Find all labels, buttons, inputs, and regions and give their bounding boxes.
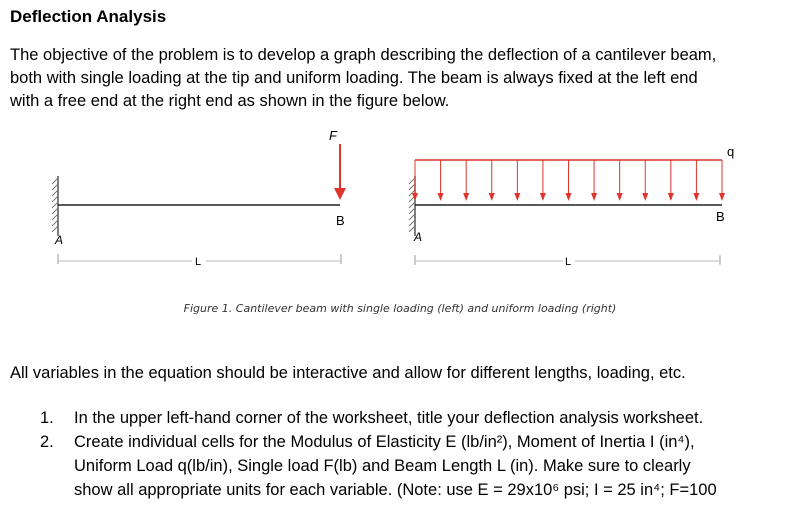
interactive-note: All variables in the equation should be interactive and allow for different lengths, loading, etc.: [10, 364, 686, 382]
load-arrowhead: [668, 193, 674, 201]
force-label: F: [329, 128, 337, 143]
load-arrowhead: [566, 193, 572, 201]
load-arrowhead: [591, 193, 597, 201]
right-beam-diagram: [409, 144, 734, 268]
intro-line: with a free end at the right end as shown in the figure below.: [10, 92, 450, 110]
list-item-line: show all appropriate units for each variable. (Note: use E = 29x10⁶ psi; I = 25 in⁴; F=100: [74, 481, 717, 499]
left-wall-hatch: [52, 178, 58, 232]
list-item: [40, 430, 717, 502]
list-item: [40, 406, 717, 430]
load-arrowhead: [642, 193, 648, 201]
load-arrowhead: [463, 193, 469, 201]
load-arrowhead: [438, 193, 444, 201]
right-fixed-end-label: A: [414, 230, 423, 244]
left-length-label: L: [195, 256, 202, 268]
load-arrowhead: [617, 193, 623, 201]
left-fixed-end-label: A: [55, 233, 64, 247]
list-item-line: Uniform Load q(lb/in), Single load F(lb) and Beam Length L (in). Make sure to clearly: [74, 457, 691, 475]
right-length-label: L: [565, 256, 572, 268]
list-item-number: 2.: [40, 433, 54, 451]
load-arrowhead: [412, 193, 418, 201]
left-free-end-label: B: [336, 213, 345, 228]
right-wall-hatch: [409, 178, 415, 232]
right-free-end-label: B: [716, 209, 725, 224]
left-beam-diagram: [52, 128, 346, 268]
list-item-line: In the upper left-hand corner of the worksheet, title your deflection analysis worksheet.: [74, 409, 704, 427]
steps-list: [40, 406, 717, 502]
intro-line: The objective of the problem is to develop a graph describing the deflection of a cantilever beam,: [10, 46, 717, 64]
list-item-line: Create individual cells for the Modulus of Elasticity E (lb/in²), Moment of Inertia I (in⁴),: [74, 433, 695, 451]
intro-line: both with single loading at the tip and uniform loading. The beam is always fixed at the left end: [10, 69, 698, 87]
load-arrowhead: [693, 193, 699, 201]
load-label: q: [727, 144, 735, 159]
figure-caption: Figure 1. Cantilever beam with single loading (left) and uniform loading (right): [183, 302, 617, 315]
tip-force-arrowhead: [334, 188, 346, 200]
load-arrowhead: [540, 193, 546, 201]
load-arrowhead: [489, 193, 495, 201]
distributed-load-arrows: [412, 160, 725, 201]
list-item-number: 1.: [40, 409, 54, 427]
load-arrowhead: [514, 193, 520, 201]
load-arrowhead: [719, 193, 725, 201]
page-title: Deflection Analysis: [10, 7, 167, 26]
